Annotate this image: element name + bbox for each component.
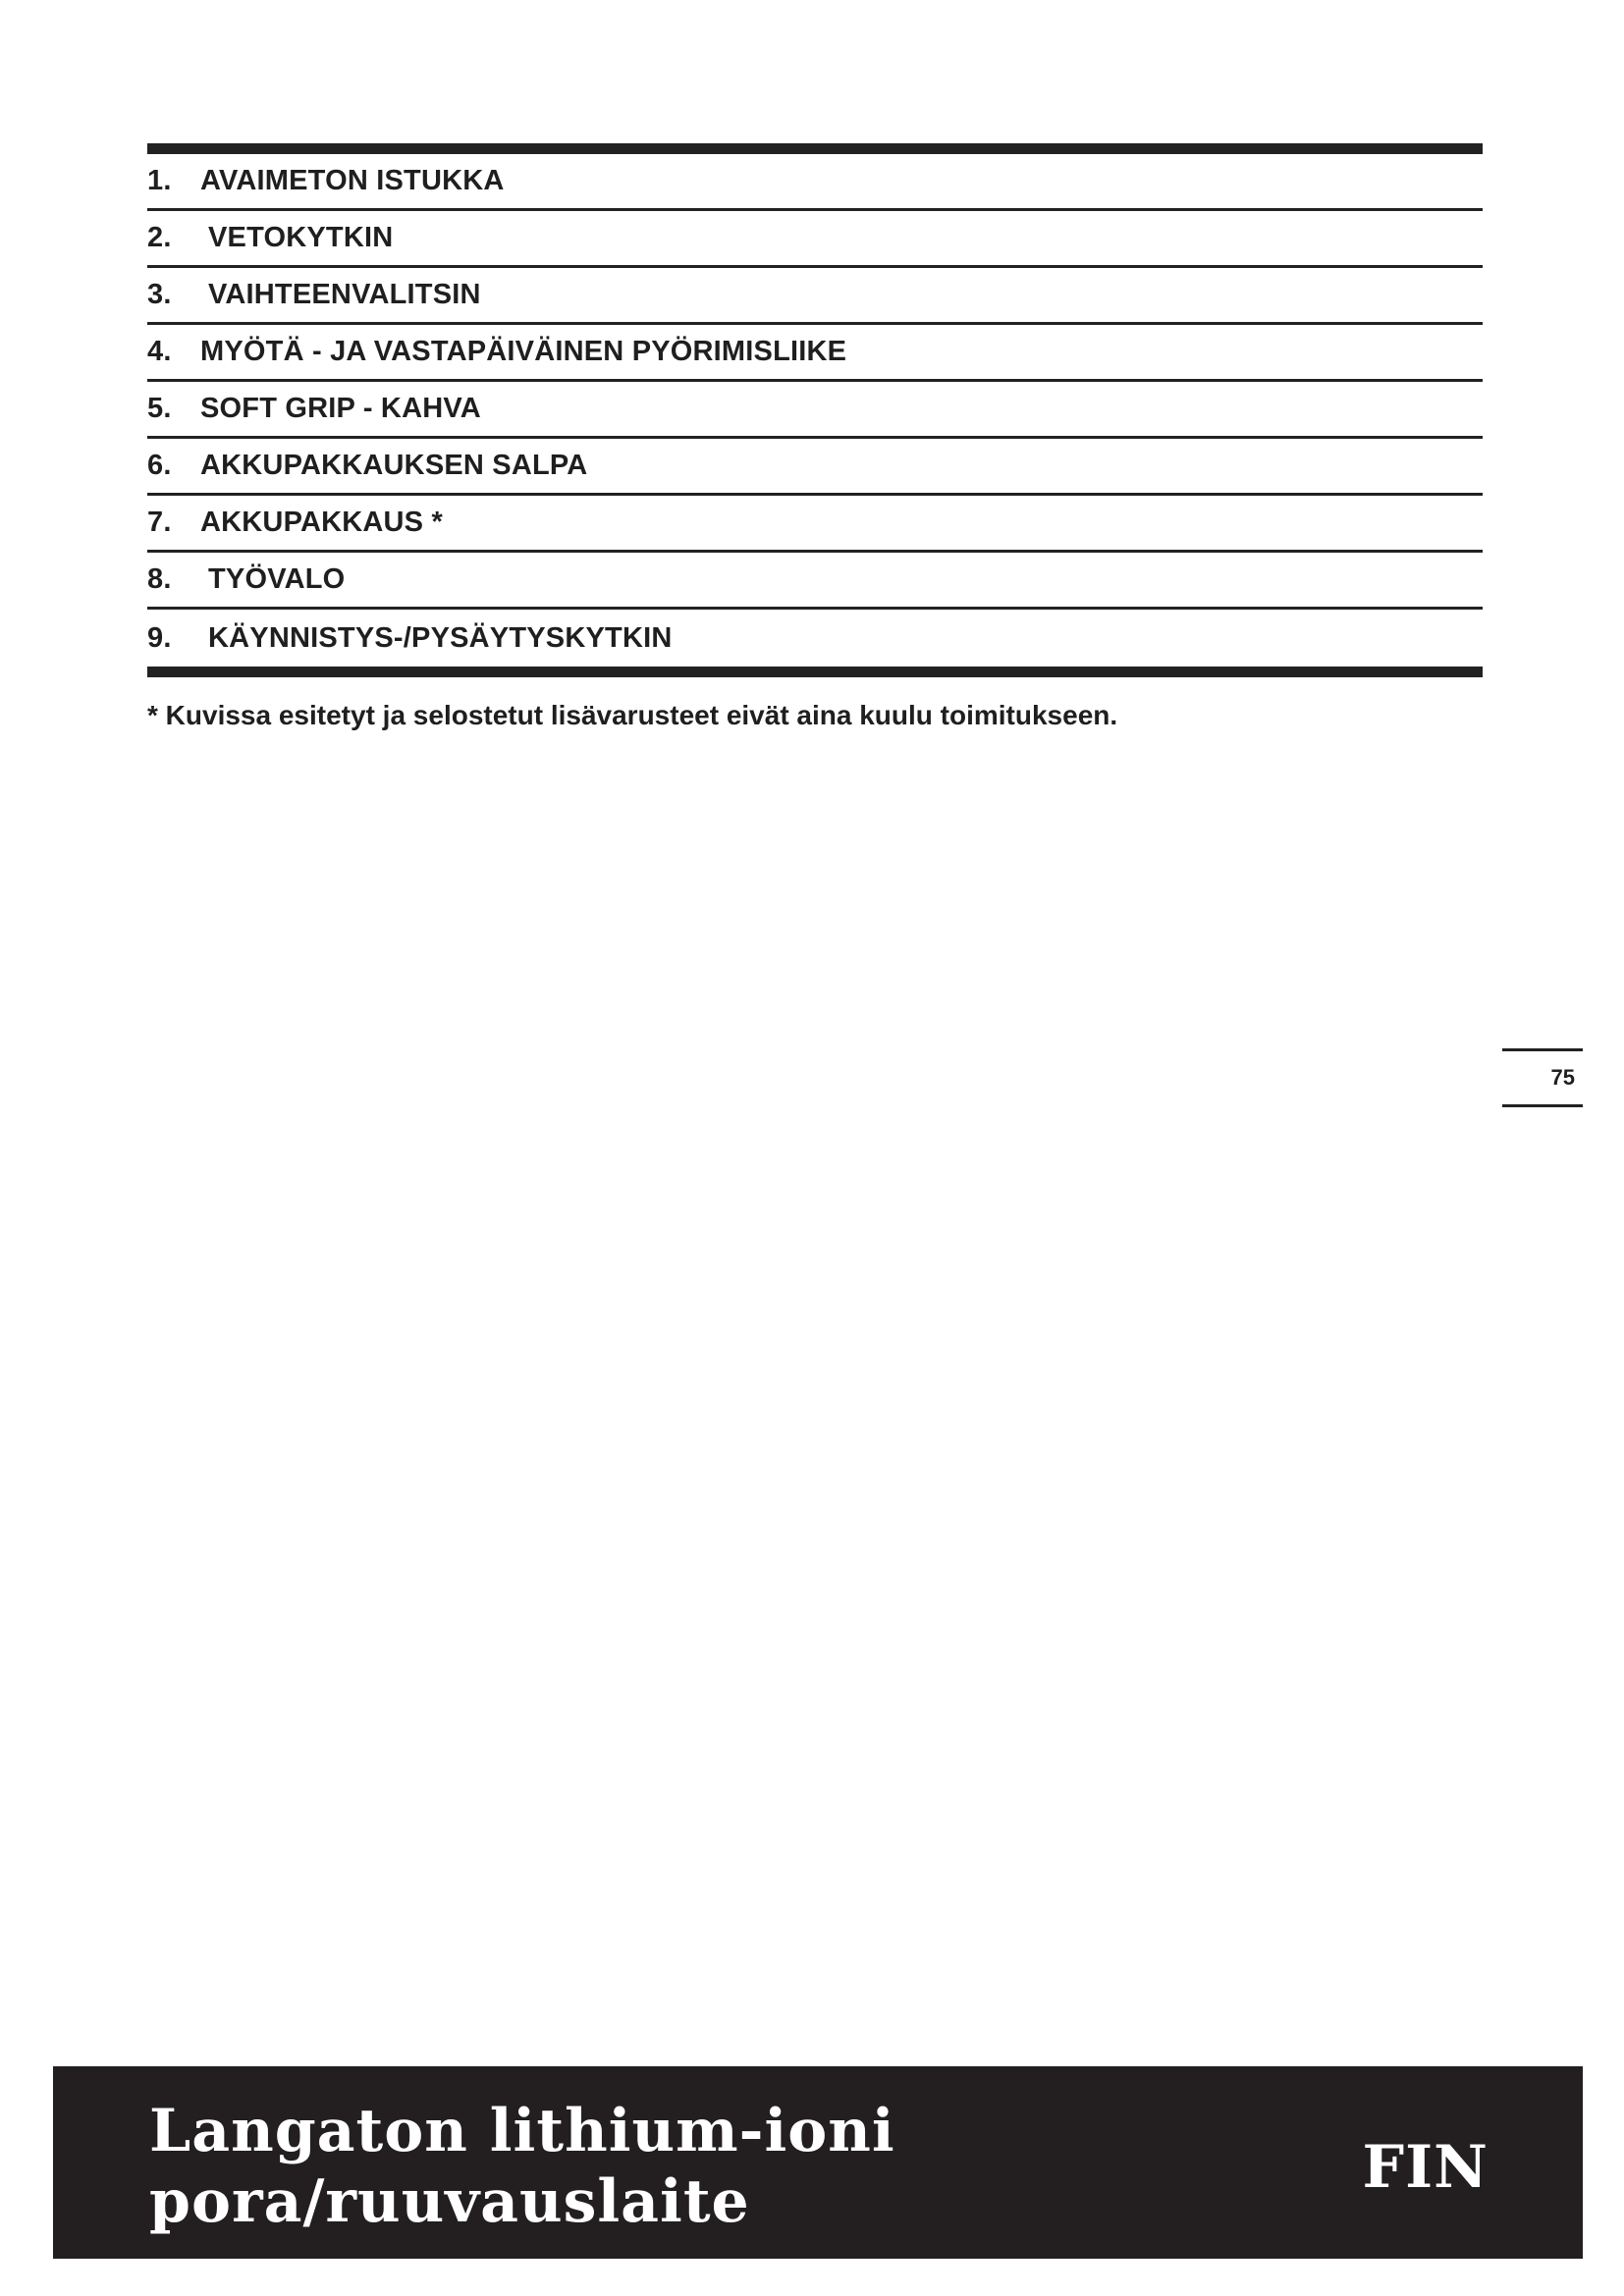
parts-list bbox=[147, 143, 1483, 677]
part-number: 2. bbox=[147, 222, 172, 253]
part-number: 4. bbox=[147, 336, 172, 367]
title-banner bbox=[53, 2066, 1583, 2259]
part-number: 7. bbox=[147, 507, 172, 538]
part-row-6 bbox=[147, 439, 1483, 496]
part-number: 9. bbox=[147, 621, 172, 654]
page-number bbox=[1502, 1048, 1583, 1107]
language-code: FIN bbox=[1362, 2133, 1489, 2202]
part-row-8 bbox=[147, 553, 1483, 610]
part-number: 5. bbox=[147, 393, 172, 424]
part-label: AKKUPAKKAUS * bbox=[200, 507, 443, 538]
part-row-3 bbox=[147, 268, 1483, 325]
accessories-footnote: * Kuvissa esitetyt ja selostetut lisävarusteet eivät aina kuulu toimitukseen. bbox=[147, 700, 1118, 730]
part-number: 8. bbox=[147, 563, 172, 595]
part-label: KÄYNNISTYS-/PYSÄYTYSKYTKIN bbox=[208, 621, 673, 654]
product-title-line-1: Langaton lithium-ioni bbox=[149, 2097, 895, 2165]
part-label: MYÖTÄ - JA VASTAPÄIVÄINEN PYÖRIMISLIIKE bbox=[200, 336, 847, 367]
product-title-line-2: pora/ruuvauslaite bbox=[149, 2167, 750, 2236]
part-label: VAIHTEENVALITSIN bbox=[208, 279, 481, 310]
part-row-2 bbox=[147, 211, 1483, 268]
part-row-7 bbox=[147, 496, 1483, 553]
product-title bbox=[149, 2096, 895, 2237]
part-label: AVAIMETON ISTUKKA bbox=[200, 165, 505, 196]
page-number-text: 75 bbox=[1550, 1065, 1575, 1090]
part-row-1 bbox=[147, 154, 1483, 211]
part-label: AKKUPAKKAUKSEN SALPA bbox=[200, 450, 588, 481]
part-row-4 bbox=[147, 325, 1483, 382]
part-number: 3. bbox=[147, 279, 172, 310]
part-label: VETOKYTKIN bbox=[208, 222, 394, 253]
part-number: 1. bbox=[147, 165, 172, 196]
part-label: TYÖVALO bbox=[208, 563, 346, 595]
part-row-9 bbox=[147, 610, 1483, 667]
part-number: 6. bbox=[147, 450, 172, 481]
part-row-5 bbox=[147, 382, 1483, 439]
part-label: SOFT GRIP - KAHVA bbox=[200, 393, 481, 424]
